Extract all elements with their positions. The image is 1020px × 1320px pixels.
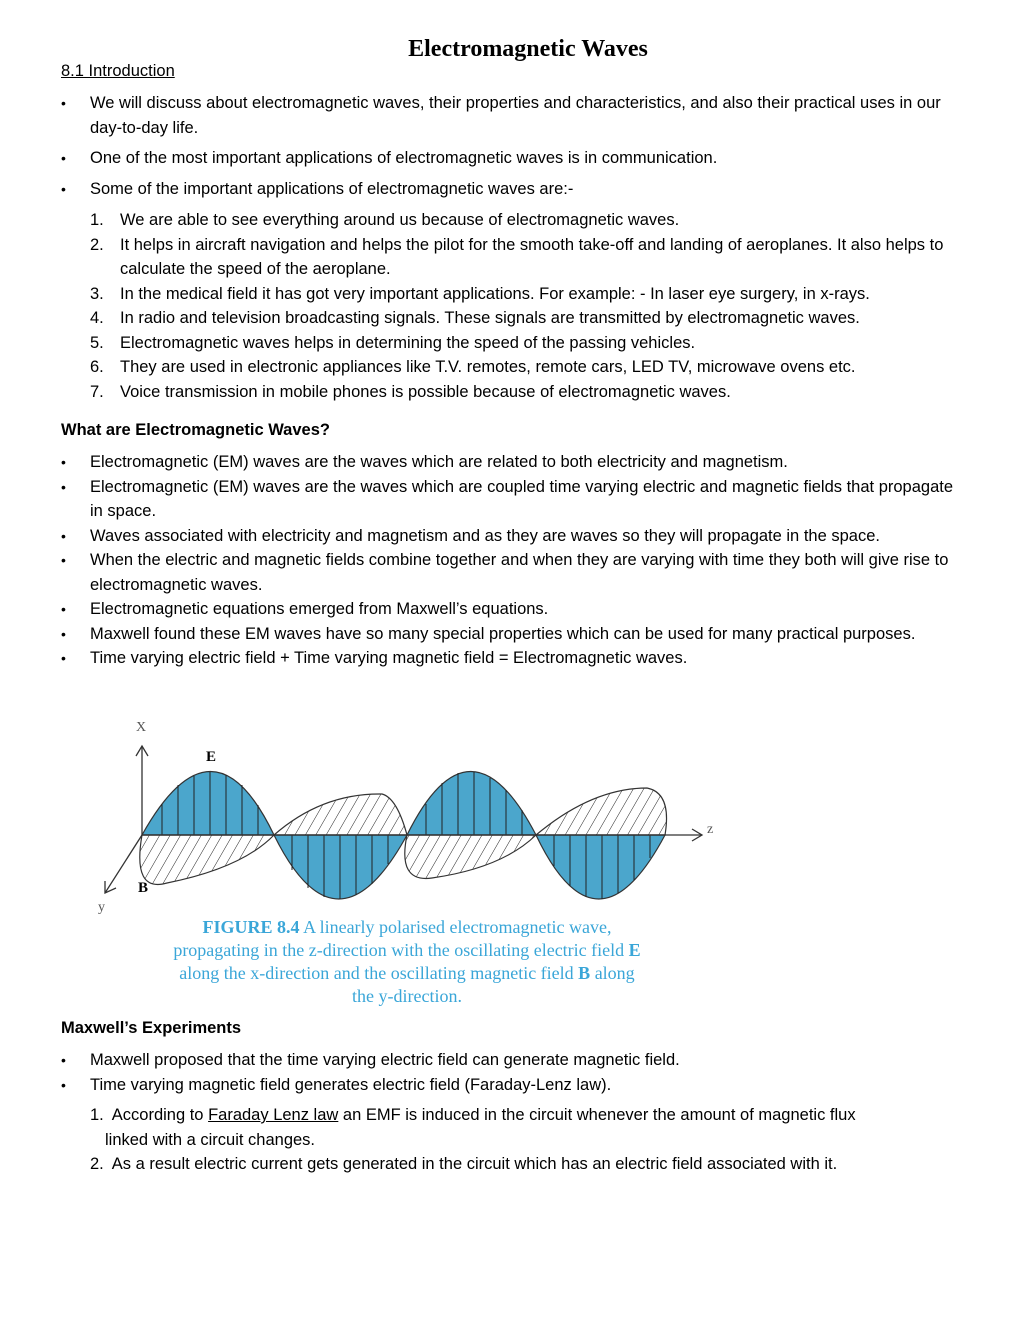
list-item: • Some of the important applications of electromagnetic waves are:- xyxy=(61,177,961,202)
b-field-label: B xyxy=(138,880,149,896)
list-item: 2. It helps in aircraft navigation and helps the pilot for the smooth take-off and landing of aeroplanes. It also helps to calculate the speed of the aeroplane. xyxy=(90,235,944,278)
applications-list xyxy=(90,208,960,404)
list-item: • Maxwell proposed that the time varying electric field can generate magnetic field. xyxy=(61,1048,961,1073)
section-heading: What are Electromagnetic Waves? xyxy=(61,421,330,439)
list-item: • Electromagnetic equations emerged from Maxwell’s equations. xyxy=(61,597,961,622)
list-item: 3. In the medical field it has got very important applications. For example: - In laser eye surgery, in x-rays. xyxy=(90,284,870,303)
em-waves-bullets xyxy=(61,450,961,671)
list-item: • Time varying electric field + Time varying magnetic field = Electromagnetic waves. xyxy=(61,646,961,671)
axis-z-label: z xyxy=(707,822,714,837)
list-item: • We will discuss about electromagnetic waves, their properties and characteristics, and also their practical uses in our day-to-day life. xyxy=(61,91,961,140)
list-item: 1. According to Faraday Lenz law an EMF is induced in the circuit whenever the amount of magnetic flux linked with a circuit changes. xyxy=(90,1106,856,1149)
intro-heading: 8.1 Introduction xyxy=(61,62,175,80)
list-item: • One of the most important applications of electromagnetic waves is in communication. xyxy=(61,146,961,171)
faraday-lenz-link[interactable]: Faraday Lenz law xyxy=(208,1106,339,1124)
list-item: • Electromagnetic (EM) waves are the waves which are coupled time varying electric and magnetic fields that propagate in space. xyxy=(61,475,961,524)
list-item: 7. Voice transmission in mobile phones is possible because of electromagnetic waves. xyxy=(90,382,731,401)
em-wave-figure xyxy=(92,718,732,918)
maxwell-points xyxy=(90,1103,960,1177)
intro-bullets xyxy=(61,91,961,201)
list-item: 2. As a result electric current gets generated in the circuit which has an electric field associated with it. xyxy=(90,1155,838,1173)
list-item: 1. We are able to see everything around us because of electromagnetic waves. xyxy=(90,211,680,229)
list-item: • When the electric and magnetic fields combine together and when they are varying with time they both will give rise to electromagnetic waves. xyxy=(61,548,961,597)
page-title: Electromagnetic Waves xyxy=(408,36,648,62)
list-item: • Electromagnetic (EM) waves are the waves which are related to both electricity and magnetism. xyxy=(61,450,961,475)
list-item: 5. Electromagnetic waves helps in determining the speed of the passing vehicles. xyxy=(90,333,696,352)
axis-y-label: y xyxy=(98,900,105,915)
axis-x-label: X xyxy=(136,720,147,735)
list-item: • Waves associated with electricity and magnetism and as they are waves so they will propagate in the space. xyxy=(61,524,961,549)
list-item: 6. They are used in electronic appliances like T.V. remotes, remote cars, LED TV, microwave ovens etc. xyxy=(90,358,856,376)
em-wave-diagram xyxy=(92,718,732,918)
list-item: 4. In radio and television broadcasting signals. These signals are transmitted by electromagnetic waves. xyxy=(90,309,860,327)
section-heading: Maxwell’s Experiments xyxy=(61,1019,242,1037)
list-item: • Maxwell found these EM waves have so many special properties which can be used for many practical purposes. xyxy=(61,622,961,647)
e-field-label: E xyxy=(206,749,217,765)
maxwell-bullets xyxy=(61,1048,961,1097)
figure-caption: FIGURE 8.4 A linearly polarised electromagnetic wave, propagating in the z-direction with the oscillating electric field E along the x-direction and the oscillating magnetic field B along the y-direction. xyxy=(173,917,641,1006)
list-item: • Time varying magnetic field generates electric field (Faraday-Lenz law). xyxy=(61,1073,961,1098)
